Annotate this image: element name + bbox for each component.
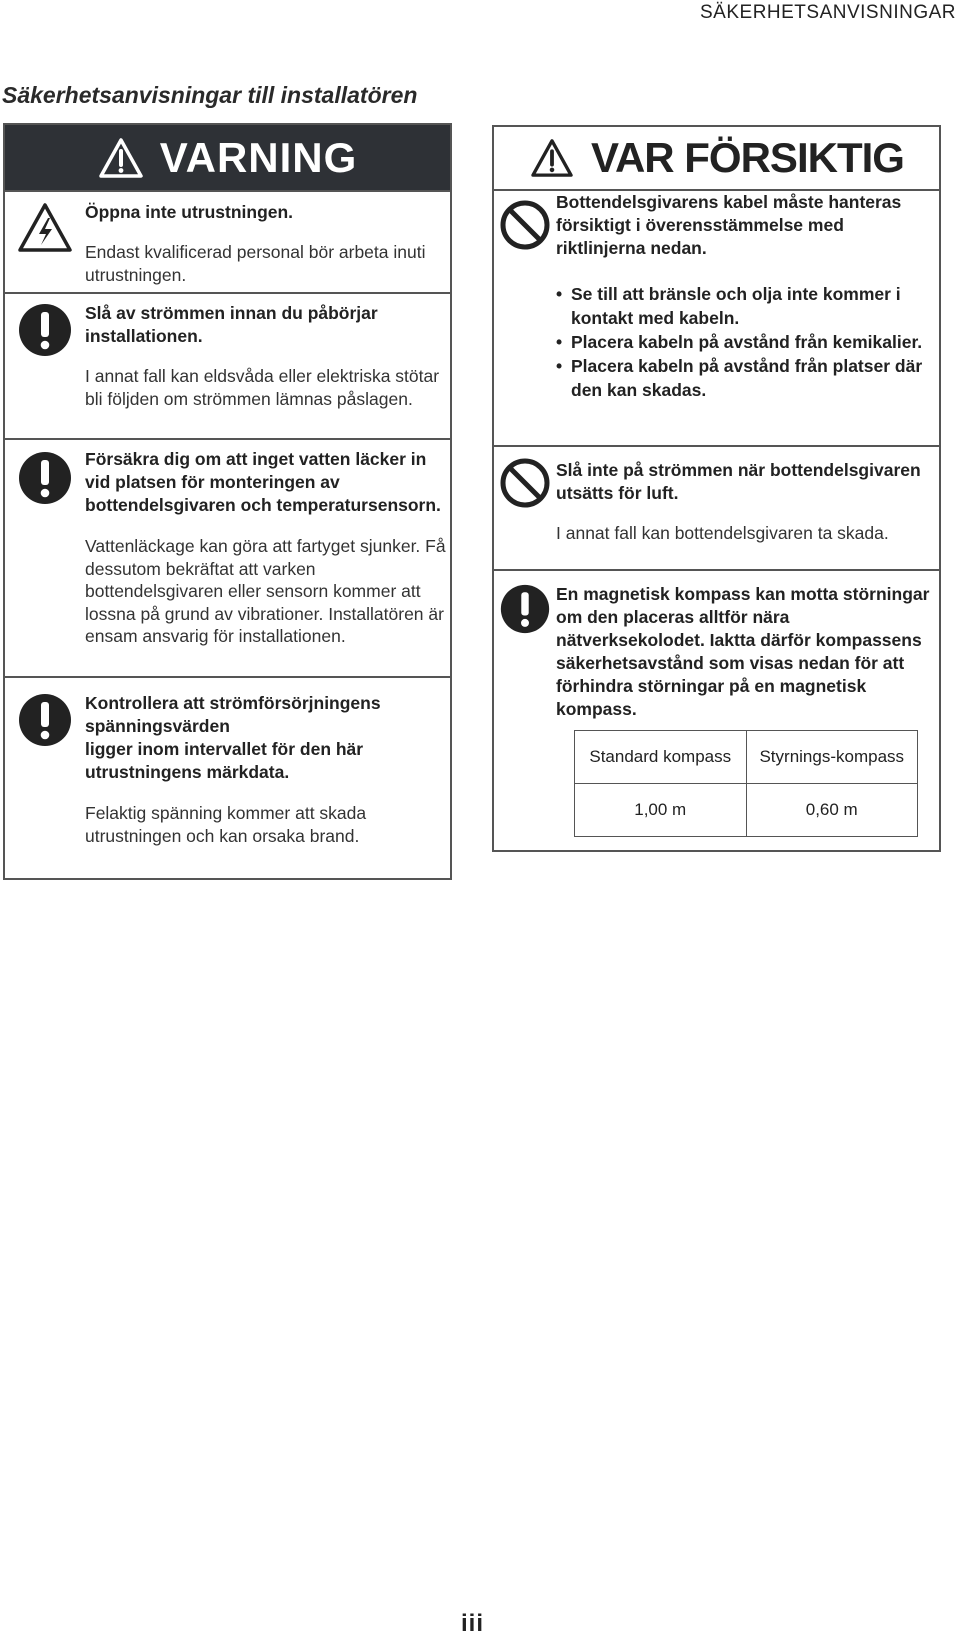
prohibition-icon <box>499 457 551 509</box>
exclamation-icon <box>17 302 73 358</box>
caution-item-text: I annat fall kan bottendelsgivaren ta skada. <box>556 523 889 543</box>
warning-item-bold: Försäkra dig om att inget vatten läcker in vid platsen för monteringen av bottendelsgivaren och temperatursensorn. <box>85 449 441 515</box>
warning-item-text: I annat fall kan eldsvåda eller elektriska stötar bli följden om strömmen lämnas påslagen. <box>85 366 440 409</box>
warning-item-bold: Slå av strömmen innan du påbörjar installationen. <box>85 303 378 346</box>
table-cell: 1,00 m <box>575 784 747 837</box>
table-cell: 0,60 m <box>746 784 918 837</box>
caution-item-air <box>494 445 939 571</box>
warning-item-text: Vattenläckage kan göra att fartyget sjunker. Få dessutom bekräftat att varken bottendelsgivaren eller sensorn kommer att lossna på grund av vibrationer. Installatören är ensam ansvarig för installationen. <box>85 536 446 646</box>
warning-item-bold-line: spänningsvärden <box>85 716 230 736</box>
warning-header <box>5 125 450 190</box>
warning-item-text: Felaktig spänning kommer att skada utrustningen och kan orsaka brand. <box>85 803 367 846</box>
warning-triangle-icon <box>98 137 144 179</box>
caution-bullet: • Se till att bränsle och olja inte kommer i kontakt med kabeln. <box>556 282 935 330</box>
warning-item-text: Endast kvalificerad personal bör arbeta inuti utrustningen. <box>85 242 426 285</box>
table-header-cell: Standard kompass <box>575 731 747 784</box>
warning-item-open <box>5 190 450 294</box>
caution-item-bold: En magnetisk kompass kan motta störningar om den placeras alltför nära nätverksekolodet. Iaktta därför kompassens säkerhetsavstånd som visas nedan för att förhindra störningar på en magnetisk kompass. <box>556 584 930 719</box>
caution-bullet-list <box>556 282 935 402</box>
caution-bullet: • Placera kabeln på avstånd från platser där den kan skadas. <box>556 354 935 402</box>
exclamation-icon <box>499 583 551 635</box>
caution-item-bold: Bottendelsgivarens kabel måste hanteras försiktigt i överensstämmelse med riktlinjerna nedan. <box>556 192 902 258</box>
compass-distance-table <box>574 730 918 837</box>
exclamation-icon <box>17 692 73 748</box>
table-header-cell: Styrnings-kompass <box>746 731 918 784</box>
caution-bullet: • Placera kabeln på avstånd från kemikalier. <box>556 330 935 354</box>
caution-item-cable <box>494 189 939 447</box>
warning-item-bold-line: Kontrollera att strömförsörjningens <box>85 693 381 713</box>
warning-item-leak <box>5 438 450 678</box>
warning-box <box>3 123 452 880</box>
caution-box <box>492 125 941 852</box>
warning-title: VARNING <box>159 133 358 181</box>
table-row <box>575 784 918 837</box>
caution-header <box>494 127 939 189</box>
warning-item-bold-line: utrustningens märkdata. <box>85 762 290 782</box>
exclamation-icon <box>17 450 73 506</box>
section-title: Säkerhetsanvisningar till installatören <box>2 82 418 108</box>
prohibition-icon <box>499 199 551 251</box>
caution-title: VAR FÖRSIKTIG <box>591 134 904 181</box>
warning-item-power <box>5 292 450 440</box>
warning-item-bold-line: ligger inom intervallet för den här <box>85 739 364 759</box>
caution-item-bold: Slå inte på strömmen när bottendelsgivaren utsätts för luft. <box>556 460 921 503</box>
page-header: SÄKERHETSANVISNINGAR <box>700 2 956 23</box>
warning-triangle-icon <box>529 138 575 178</box>
page-number: iii <box>460 1610 484 1637</box>
warning-item-bold: Öppna inte utrustningen. <box>85 202 294 222</box>
table-header-row <box>575 731 918 784</box>
electric-shock-icon <box>17 201 73 257</box>
warning-item-voltage <box>5 676 450 880</box>
